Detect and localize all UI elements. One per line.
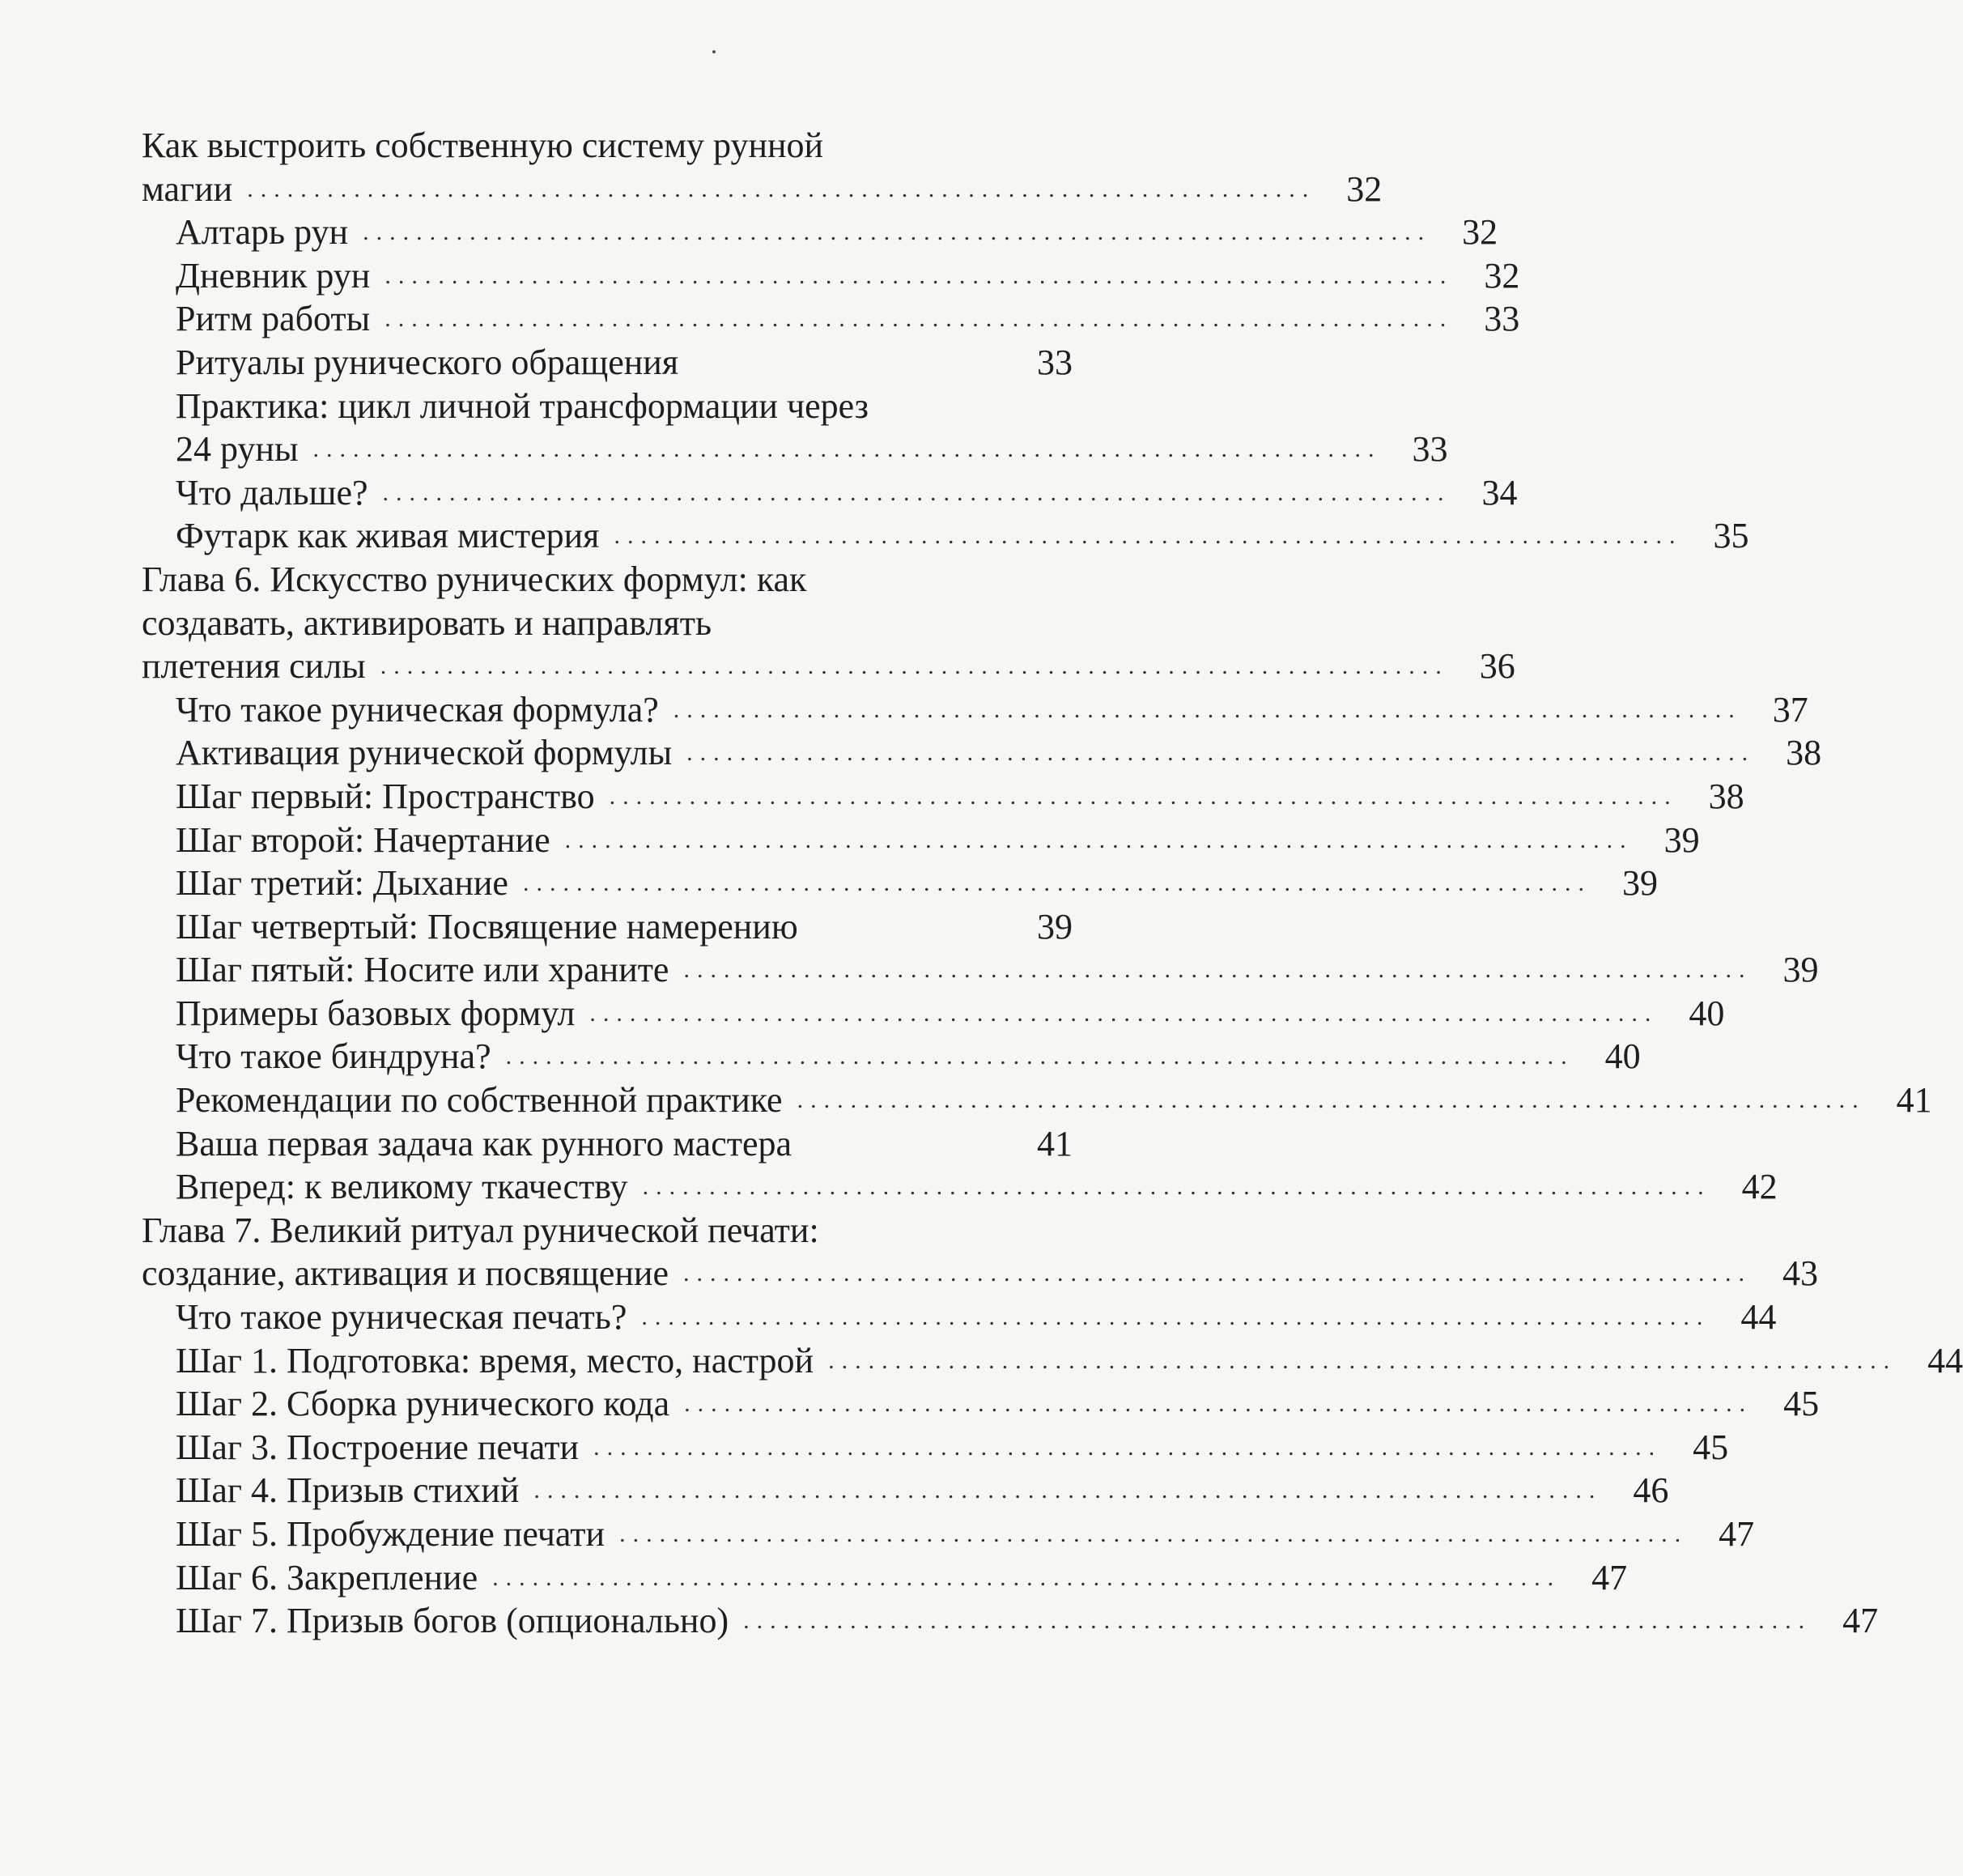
- toc-entry-title: Шаг 2. Сборка рунического кода: [176, 1384, 670, 1424]
- toc-entry-line: [142, 297, 1520, 341]
- toc-entry-line: [142, 385, 1073, 428]
- toc-entry-title: Шаг пятый: Носите или храните: [176, 950, 669, 990]
- toc-page-number: 43: [1782, 1253, 1818, 1294]
- dot-leader: ................................................................................: [743, 1607, 1812, 1635]
- toc-entry-title: 24 руны: [176, 429, 299, 470]
- toc-entry-title: Что такое руническая формула?: [176, 689, 659, 730]
- dot-leader: ................................................................................: [382, 479, 1451, 506]
- dot-leader: ................................................................................: [673, 696, 1742, 723]
- toc-entry-line: [142, 775, 1744, 819]
- toc-section-entry: [142, 861, 1658, 905]
- toc-page-number: 39: [1037, 906, 1073, 947]
- dot-leader: ................................................................................: [686, 739, 1756, 767]
- toc-page-number: 45: [1783, 1384, 1820, 1424]
- toc-entry-line: [142, 905, 1073, 949]
- toc-entry-line: [142, 1426, 1729, 1470]
- toc-entry-line: [142, 558, 1073, 602]
- dot-leader: ................................................................................: [564, 826, 1634, 853]
- toc-page-number: 44: [1740, 1297, 1777, 1338]
- toc-entry-title: Вперед: к великому ткачеству: [176, 1167, 628, 1207]
- toc-entry-line: [142, 428, 1448, 471]
- dot-leader: ................................................................................: [609, 782, 1678, 810]
- toc-entry-title: Что такое биндруна?: [176, 1036, 491, 1077]
- toc-entry-title: Алтарь рун: [176, 212, 349, 253]
- toc-page-number: 42: [1741, 1167, 1778, 1207]
- toc-entry-line: [142, 1295, 1777, 1339]
- toc-entry-title: Шаг 7. Призыв богов (опционально): [176, 1601, 729, 1641]
- toc-section-entry: [142, 254, 1520, 298]
- toc-section-entry: [142, 1599, 1879, 1643]
- toc-entry-title: Что дальше?: [176, 472, 368, 513]
- toc-section-entry: [142, 905, 1073, 949]
- toc-page-number: 32: [1484, 255, 1520, 296]
- toc-entry-title: Ритуалы рунического обращения: [176, 342, 679, 382]
- toc-entry-line: [142, 602, 1073, 645]
- toc-entry-title: Шаг 6. Закрепление: [176, 1557, 478, 1597]
- toc-entry-line: [142, 992, 1725, 1036]
- toc-entry-line: [142, 514, 1749, 558]
- toc-entry-title: создание, активация и посвящение: [142, 1253, 669, 1294]
- toc-page-number: 40: [1604, 1036, 1641, 1077]
- toc-section-entry: [142, 731, 1822, 775]
- toc-entry-title: Шаг третий: Дыхание: [176, 863, 508, 904]
- toc-page-number: 44: [1927, 1340, 1963, 1380]
- dot-leader: ................................................................................: [385, 305, 1454, 333]
- dot-leader: ................................................................................: [505, 1043, 1574, 1070]
- toc-section-entry: [142, 1078, 1932, 1122]
- toc-section-entry: [142, 385, 1448, 471]
- toc-entry-line: [142, 1556, 1628, 1600]
- toc-section-entry: [142, 1426, 1729, 1470]
- toc-page-number: 36: [1479, 646, 1515, 687]
- toc-entry-line: [142, 1599, 1879, 1643]
- toc-section-entry: [142, 948, 1819, 992]
- toc-section-entry: [142, 1165, 1778, 1209]
- toc-entry-title: Активация рунической формулы: [176, 733, 673, 773]
- toc-entry-line: [142, 211, 1498, 254]
- toc-section-entry: [142, 992, 1725, 1036]
- toc-entry-line: [142, 731, 1822, 775]
- toc-section-entry: [142, 341, 1073, 385]
- toc-entry-line: [142, 471, 1518, 515]
- toc-entry-line: [142, 341, 1073, 385]
- dot-leader: ................................................................................: [641, 1304, 1710, 1331]
- toc-section-entry: [142, 1339, 1963, 1383]
- toc-entry-title: Шаг четвертый: Посвящение намерению: [176, 906, 798, 947]
- dot-leader: ................................................................................: [619, 1521, 1689, 1547]
- toc-section-entry: [142, 471, 1518, 515]
- dot-leader: ................................................................................: [363, 219, 1432, 246]
- toc-entry-title: Глава 6. Искусство рунических формул: как: [142, 559, 807, 599]
- dot-leader: ................................................................................: [683, 1260, 1752, 1287]
- toc-entry-title: Практика: цикл личной трансформации через: [176, 385, 869, 426]
- toc-entry-title: создавать, активировать и направлять: [142, 602, 712, 643]
- toc-page-number: 45: [1693, 1427, 1729, 1467]
- toc-section-entry: [142, 1382, 1820, 1426]
- toc-page-number: 39: [1621, 863, 1658, 904]
- toc-entry-line: [142, 948, 1819, 992]
- toc-entry-title: Примеры базовых формул: [176, 993, 576, 1033]
- toc-page-number: 32: [1346, 168, 1383, 209]
- dot-leader: [806, 1122, 1006, 1166]
- toc-entry-title: Глава 7. Великий ритуал рунической печати:: [142, 1210, 819, 1250]
- toc-entry-line: [142, 124, 1073, 168]
- toc-page-number: 47: [1591, 1557, 1628, 1597]
- toc-chapter-entry: [142, 1209, 1818, 1295]
- toc-page-number: 38: [1708, 776, 1744, 816]
- toc-section-entry: [142, 1469, 1669, 1512]
- toc-page-number: 46: [1633, 1470, 1669, 1511]
- dot-leader: ................................................................................: [522, 870, 1591, 897]
- dot-leader: ................................................................................: [797, 1087, 1866, 1114]
- toc-entry-title: Как выстроить собственную систему рунной: [142, 125, 824, 165]
- dot-leader: ................................................................................: [380, 653, 1449, 680]
- dot-leader: ................................................................................: [533, 1477, 1603, 1504]
- toc-entry-title: Шаг второй: Начертание: [176, 819, 550, 860]
- toc-page-number: 47: [1719, 1514, 1755, 1554]
- toc-entry-line: [142, 1512, 1755, 1556]
- paper-speck: [712, 50, 716, 53]
- toc-section-entry: [142, 1035, 1641, 1078]
- toc-entry-line: [142, 1469, 1669, 1512]
- dot-leader: ................................................................................: [593, 1433, 1663, 1461]
- toc-section-entry: [142, 297, 1520, 341]
- toc-entry-title: Ваша первая задача как рунного мастера: [176, 1123, 792, 1163]
- toc-entry-line: [142, 168, 1383, 211]
- toc-entry-title: плетения силы: [142, 646, 366, 687]
- toc-page-number: 41: [1037, 1123, 1073, 1163]
- toc-section-entry: [142, 1295, 1777, 1339]
- toc-page-number: 34: [1481, 472, 1518, 513]
- toc-page-number: 41: [1896, 1080, 1932, 1121]
- toc-page-number: 33: [1484, 299, 1520, 339]
- dot-leader: ................................................................................: [247, 175, 1316, 202]
- dot-leader: [813, 905, 1006, 949]
- toc-chapter-entry: [142, 558, 1515, 688]
- toc-section-entry: [142, 1512, 1755, 1556]
- toc-entry-line: [142, 861, 1658, 905]
- toc-entry-line: [142, 1339, 1963, 1383]
- toc-section-entry: [142, 1122, 1073, 1166]
- dot-leader: ................................................................................: [492, 1563, 1561, 1591]
- toc-section-entry: [142, 1556, 1628, 1600]
- toc-page-number: 39: [1782, 950, 1819, 990]
- dot-leader: ................................................................................: [642, 1173, 1711, 1201]
- toc-entry-title: Дневник рун: [176, 255, 371, 296]
- table-of-contents: [142, 124, 1963, 1643]
- toc-page-number: 40: [1689, 993, 1725, 1033]
- dot-leader: [693, 341, 1006, 385]
- toc-entry-title: Шаг 4. Призыв стихий: [176, 1470, 520, 1511]
- toc-section-entry: [142, 775, 1744, 819]
- toc-entry-line: [142, 254, 1520, 298]
- dot-leader: ................................................................................: [828, 1346, 1897, 1374]
- toc-section-entry: [142, 819, 1700, 862]
- toc-entry-line: [142, 1165, 1778, 1209]
- dot-leader: ................................................................................: [683, 956, 1753, 984]
- toc-entry-title: Что такое руническая печать?: [176, 1297, 627, 1338]
- toc-page-number: 33: [1037, 342, 1073, 382]
- toc-entry-line: [142, 1035, 1641, 1078]
- toc-page-number: 32: [1462, 212, 1498, 253]
- toc-entry-title: Футарк как живая мистерия: [176, 516, 600, 556]
- toc-entry-title: Ритм работы: [176, 299, 371, 339]
- toc-page-number: 35: [1713, 516, 1749, 556]
- toc-entry-line: [142, 1122, 1073, 1166]
- dot-leader: ................................................................................: [684, 1390, 1753, 1418]
- toc-section-entry: [142, 514, 1749, 558]
- toc-entry-line: [142, 644, 1515, 688]
- toc-entry-title: магии: [142, 168, 233, 209]
- toc-page-number: 47: [1842, 1601, 1879, 1641]
- toc-entry-line: [142, 1078, 1932, 1122]
- toc-page-number: 33: [1412, 429, 1448, 470]
- toc-entry-line: [142, 819, 1700, 862]
- toc-entry-title: Шаг 3. Построение печати: [176, 1427, 580, 1467]
- toc-section-entry: [142, 688, 1808, 732]
- toc-page-number: 38: [1786, 733, 1822, 773]
- dot-leader: ................................................................................: [385, 262, 1454, 289]
- toc-entry-title: Шаг 5. Пробуждение печати: [176, 1514, 605, 1554]
- toc-page-number: 37: [1772, 689, 1808, 730]
- toc-entry-title: Шаг первый: Пространство: [176, 776, 595, 816]
- toc-page-number: 39: [1663, 819, 1700, 860]
- toc-entry-line: [142, 688, 1808, 732]
- toc-entry-line: [142, 1209, 1073, 1253]
- dot-leader: ................................................................................: [614, 522, 1683, 550]
- dot-leader: ................................................................................: [589, 999, 1659, 1027]
- dot-leader: ................................................................................: [312, 436, 1382, 463]
- toc-chapter-entry: [142, 124, 1383, 211]
- toc-entry-title: Рекомендации по собственной практике: [176, 1080, 783, 1121]
- toc-entry-line: [142, 1252, 1818, 1295]
- toc-section-entry: [142, 211, 1498, 254]
- toc-entry-title: Шаг 1. Подготовка: время, место, настрой: [176, 1340, 814, 1380]
- toc-entry-line: [142, 1382, 1820, 1426]
